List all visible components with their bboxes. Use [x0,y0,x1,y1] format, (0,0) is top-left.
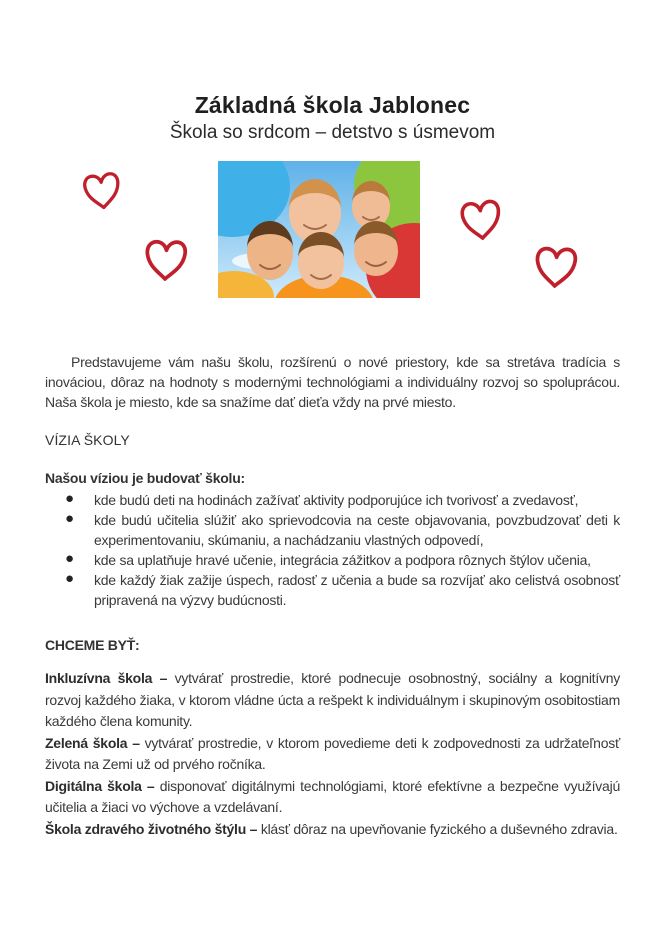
goal-item [45,819,620,841]
intro-paragraph: Predstavujeme vám našu školu, rozšírenú o nové priestory, kde sa stretáva tradícia s inováciou, dôraz na hodnoty s modernými technológiami a individuálny rozvoj so spoluprácou. Naša škola je miesto, kde sa snažíme dať dieťa vždy na prvé miesto. [45,354,620,410]
bullet-dot-icon: ● [65,550,74,567]
bullet-dot-icon: ● [65,570,74,587]
bullet-dot-icon: ● [65,490,74,507]
bullet-dot-icon: ● [65,510,74,527]
goal-item [45,733,620,776]
goal-text: klásť dôraz na upevňovanie fyzického a duševného zdravia. [260,820,618,837]
goal-text: disponovať digitálnymi technológiami, ktoré efektívne a bezpečne využívajú učitelia a žiaci vo výchove a vzdelávaní. [45,777,620,815]
goal-item [45,776,620,819]
bullet-item [45,490,620,510]
heart-icon [140,231,193,288]
heart-icon [455,193,507,245]
children-photo [218,161,420,298]
goal-text: vytvárať prostredie, ktoré podnecuje osobnostný, sociálny a kognitívny rozvoj každého žiaka, v ktorom vládne úcta a rešpekt k individuálnym i skupinovým osobitostiam každého člena komunity. [45,670,620,729]
heart-icon [78,165,127,215]
vision-section-heading: VÍZIA ŠKOLY [45,432,130,448]
page-title: Základná škola Jablonec [194,92,471,118]
bullet-text: kde budú učitelia slúžiť ako sprievodcovia na ceste objavovania, povzbudzovať deti k experimentovaniu, skúmaniu, a nachádzaniu vlastných odpovedí, [94,512,620,548]
goal-label: Inkluzívna škola – [45,670,168,686]
bullet-item [45,550,620,570]
bullet-text: kde sa uplatňuje hravé učenie, integrácia zážitkov a podpora rôznych štýlov učenia, [94,552,591,568]
goal-label: Škola zdravého životného štýlu – [45,820,258,837]
goal-label: Digitálna škola – [45,777,155,794]
bullet-item [45,510,620,550]
bullet-text: kde každý žiak zažije úspech, radosť z učenia a bude sa rozvíjať ako celistvá osobnosť pripravená na výzvy budúcnosti. [94,572,620,608]
page-subtitle: Škola so srdcom – detstvo s úsmevom [169,122,496,143]
document-body [45,352,620,840]
goal-item [45,668,620,733]
vision-bullet-list [45,490,620,610]
bullet-item [45,570,620,610]
goals-list [45,668,620,840]
goal-label: Zelená škola – [45,734,140,751]
document-header [0,0,665,146]
goals-section-heading: CHCEME BYŤ: [45,637,140,653]
bullet-text: kde budú deti na hodinách zažívať aktivity podporujúce ich tvorivosť a zvedavosť, [94,492,579,508]
vision-lead: Našou víziou je budovať školu: [45,470,245,486]
goal-text: vytvárať prostredie, v ktorom povedieme deti k zodpovednosti za udržateľnosť života na Zemi už od prvého ročníka. [45,734,620,772]
heart-icon [528,239,583,293]
